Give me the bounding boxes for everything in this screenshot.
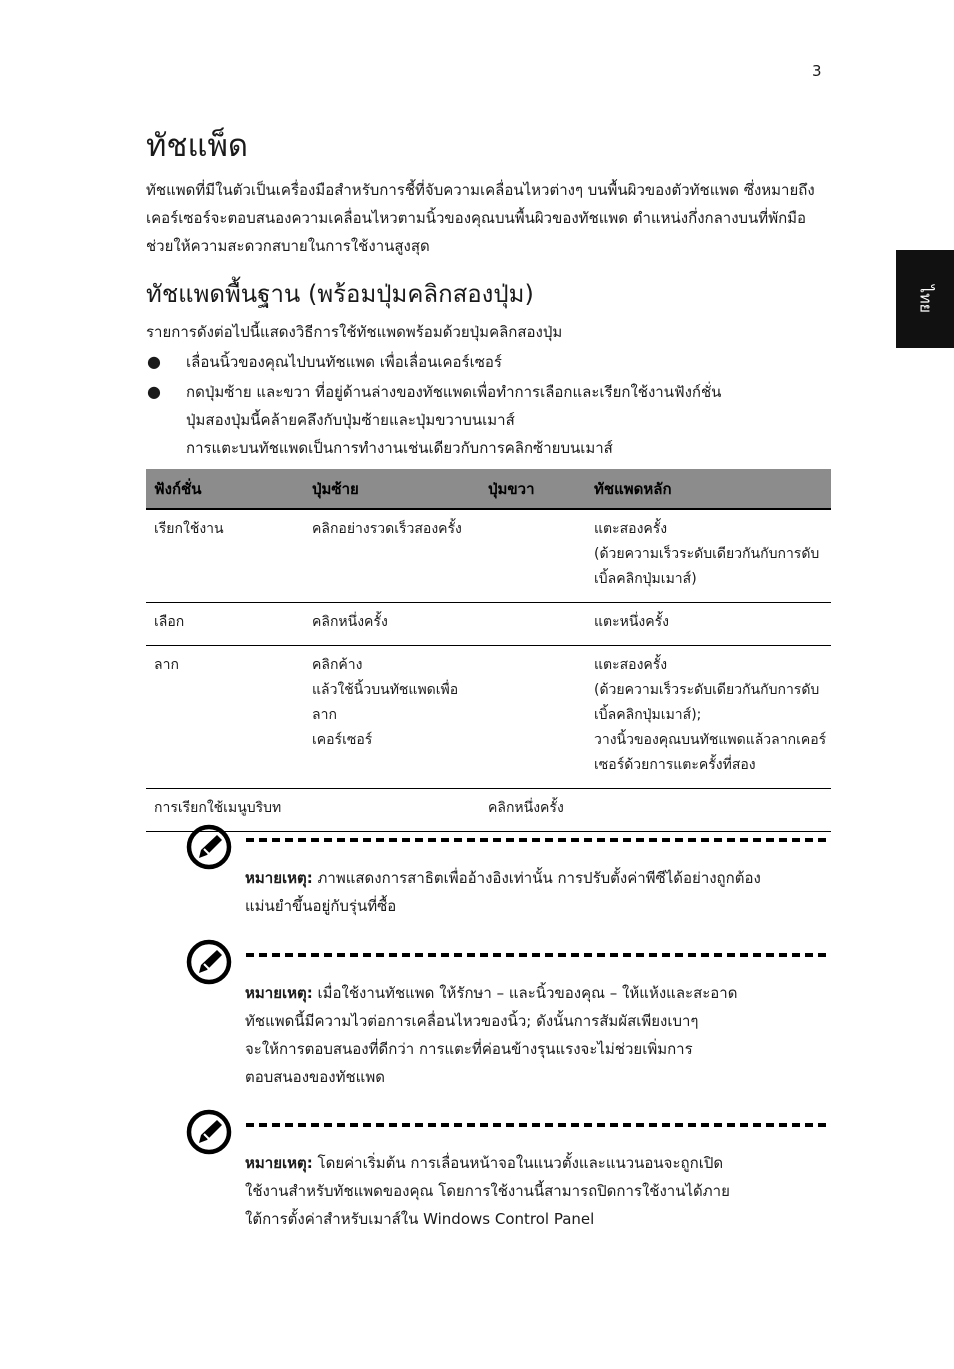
note-line: ใต้การตั้งค่าสำหรับเมาส์ใน Windows Control Panel (245, 1210, 595, 1228)
column-header: ฟังก์ชั่น (146, 469, 304, 509)
cell-line: เซอร์ด้วยการแตะครั้งที่สอง (594, 757, 756, 773)
note-label: หมายเหตุ: (245, 869, 313, 887)
table-cell (146, 646, 304, 789)
note-label: หมายเหตุ: (245, 984, 313, 1002)
list-item (146, 348, 831, 376)
table-cell (480, 603, 586, 646)
bullet-line: การแตะบนทัชแพดเป็นการทำงานเช่นเดียวกับการคลิกซ้ายบนเมาส์ (186, 439, 613, 457)
bullet-line: เลื่อนนิ้วของคุณไปบนทัชแพด เพื่อเลื่อนเคอร์เซอร์ (186, 353, 502, 371)
column-header: ปุ่มขวา (480, 469, 586, 509)
cell-line: เบิ้ลคลิกปุ่มเมาส์) (594, 571, 697, 587)
cell-line: แตะหนึ่งครั้ง (594, 614, 669, 630)
cell-line: แล้วใช้นิ้วบนทัชแพดเพื่อลาก (312, 682, 459, 723)
cell-line: เคอร์เซอร์ (312, 732, 373, 748)
note-line: จะให้การตอบสนองที่ดีกว่า การแตะที่ค่อนข้างรุนแรงจะไม่ช่วยเพิ่มการ (245, 1040, 693, 1058)
table-row (146, 509, 831, 603)
intro-line: ทัชแพดที่มีในตัวเป็นเครื่องมือสำหรับการชี้ที่จับความเคลื่อนไหวต่างๆ บนพื้นผิวของตัวทัชแพด ซึ่งหมายถึง (146, 181, 815, 199)
note-text (245, 864, 825, 920)
table-cell (146, 509, 304, 603)
table-cell (304, 646, 480, 789)
cell-line: (ด้วยความเร็วระดับเดียวกันกับการดับ (594, 546, 820, 562)
cell-line: แตะสองครั้ง (594, 657, 668, 673)
intro-line: เคอร์เซอร์จะตอบสนองความเคลื่อนไหวตามนิ้วของคุณบนพื้นผิวของทัชแพด ตำแหน่งกึ่งกลางบนที่พักมือ (146, 209, 807, 227)
touchpad-operations-table (146, 469, 831, 832)
note-pencil-icon (186, 1109, 232, 1155)
cell-line: เรียกใช้งาน (154, 521, 224, 537)
dotted-divider (246, 1123, 831, 1127)
bullet-list (146, 348, 831, 464)
note-pencil-icon (186, 939, 232, 985)
cell-line: คลิกอย่างรวดเร็วสองครั้ง (312, 521, 462, 537)
note-label: หมายเหตุ: (245, 1154, 313, 1172)
bullet-line: ปุ่มสองปุ่มนี้คล้ายคลึงกับปุ่มซ้ายและปุ่มขวาบนเมาส์ (186, 411, 515, 429)
table-header-row (146, 469, 831, 509)
page-title: ทัชแพ็ด (146, 128, 249, 164)
dotted-divider (246, 953, 831, 957)
cell-line: เลือก (154, 614, 185, 630)
cell-line: วางนิ้วของคุณบนทัชแพดแล้วลากเคอร์ (594, 732, 827, 748)
bullet-icon: ● (147, 352, 161, 371)
column-header: ทัชแพดหลัก (586, 469, 831, 509)
note-pencil-icon (186, 824, 232, 870)
cell-line: (ด้วยความเร็วระดับเดียวกันกับการดับ (594, 682, 820, 698)
cell-line: เบิ้ลคลิกปุ่มเมาส์); (594, 707, 702, 723)
section-title: ทัชแพดพื้นฐาน (พร้อมปุ่มคลิกสองปุ่ม) (146, 280, 534, 308)
table-cell (586, 646, 831, 789)
dotted-divider (246, 838, 831, 842)
note-text (245, 1149, 825, 1233)
cell-line: คลิกหนึ่งครั้ง (312, 614, 388, 630)
note-line: ภาพแสดงการสาธิตเพื่ออ้างอิงเท่านั้น การปรับตั้งค่าพีซีได้อย่างถูกต้อง (317, 869, 761, 887)
cell-line: ลาก (154, 657, 179, 673)
note-line: ตอบสนองของทัชแพด (245, 1068, 385, 1086)
intro-line: ช่วยให้ความสะดวกสบายในการใช้งานสูงสุด (146, 237, 430, 255)
note-text (245, 979, 825, 1091)
bullet-line: กดปุ่มซ้าย และขวา ที่อยู่ด้านล่างของทัชแพดเพื่อทำการเลือกและเรียกใช้งานฟังก์ชั่น (186, 383, 722, 401)
table-row (146, 646, 831, 789)
table-cell (304, 509, 480, 603)
table-cell (586, 603, 831, 646)
cell-line: คลิกหนึ่งครั้ง (488, 800, 564, 816)
language-tab-label: ไทย (916, 285, 936, 313)
intro-paragraph (146, 176, 831, 260)
list-item (146, 378, 831, 462)
note-line: ใช้งานสำหรับทัชแพดของคุณ โดยการใช้งานนี้สามารถปิดการใช้งานได้ภาย (245, 1182, 730, 1200)
column-header: ปุ่มซ้าย (304, 469, 480, 509)
note-line: แม่นยำขึ้นอยู่กับรุ่นที่ซื้อ (245, 897, 397, 915)
cell-line: การเรียกใช้เมนูบริบท (154, 800, 282, 816)
cell-line: คลิกค้าง (312, 657, 363, 673)
table-row (146, 603, 831, 646)
note-line: โดยค่าเริ่มต้น การเลื่อนหน้าจอในแนวตั้งและแนวนอนจะถูกเปิด (317, 1154, 724, 1172)
page-number: 3 (812, 62, 822, 80)
language-tab (896, 250, 954, 348)
table-cell (304, 603, 480, 646)
table-cell (480, 509, 586, 603)
note-box (186, 939, 831, 1089)
cell-line: แตะสองครั้ง (594, 521, 668, 537)
note-box (186, 1109, 831, 1239)
note-line: ทัชแพดนี้มีความไวต่อการเคลื่อนไหวของนิ้ว; ดังนั้นการสัมผัสเพียงเบาๆ (245, 1012, 699, 1030)
table-cell (146, 603, 304, 646)
note-box (186, 824, 831, 924)
bullet-icon: ● (147, 382, 161, 401)
note-line: เมื่อใช้งานทัชแพด ให้รักษา – และนิ้วของคุณ – ให้แห้งและสะอาด (317, 984, 738, 1002)
table-cell (480, 646, 586, 789)
lead-text: รายการดังต่อไปนี้แสดงวิธีการใช้ทัชแพดพร้อมด้วยปุ่มคลิกสองปุ่ม (146, 323, 563, 341)
table-cell (586, 509, 831, 603)
